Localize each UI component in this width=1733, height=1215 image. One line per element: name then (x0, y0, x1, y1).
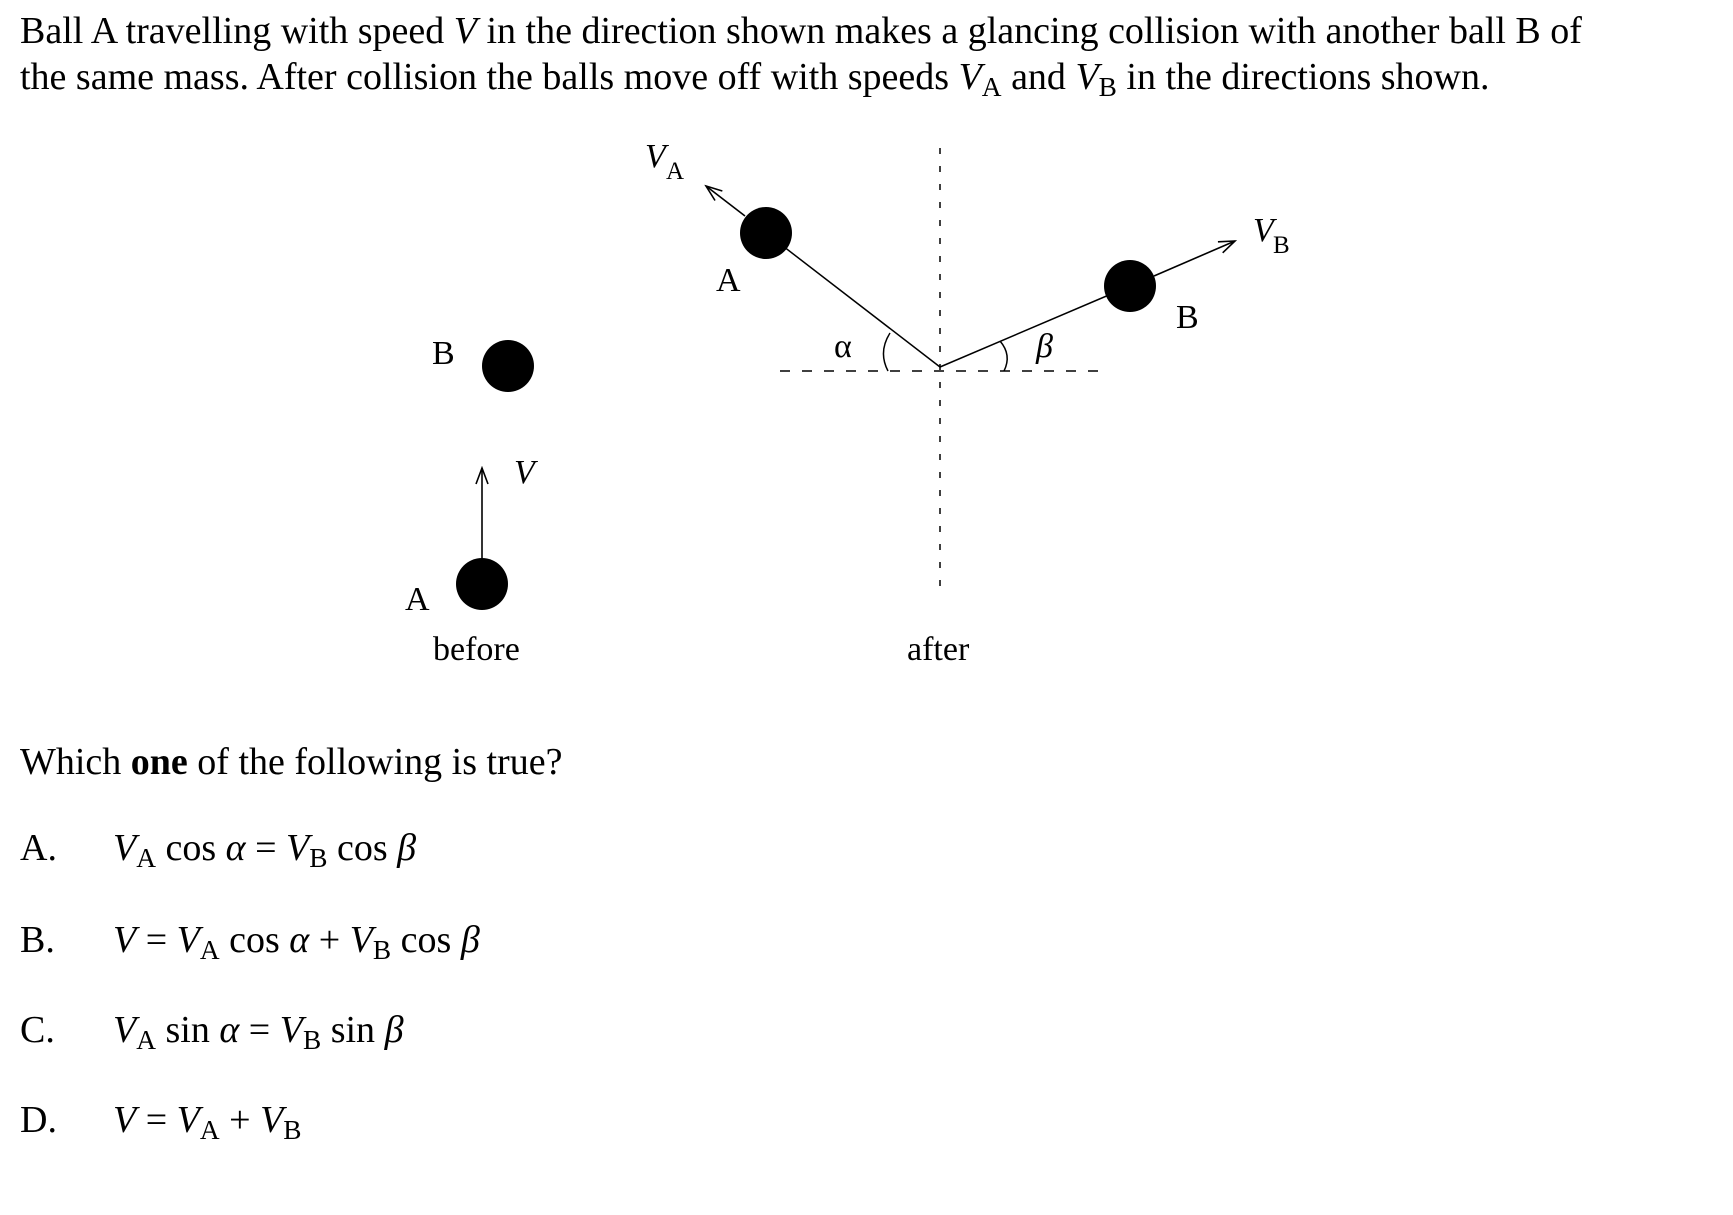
ball-b-label: B (432, 335, 455, 372)
question-prompt (20, 740, 562, 784)
option-letter: C. (20, 1009, 55, 1051)
speed-symbol: V (453, 10, 477, 52)
alpha-arc (883, 333, 890, 371)
after-diagram (645, 138, 1290, 668)
va-subscript: A (666, 158, 685, 185)
after-caption: after (907, 631, 970, 668)
prompt-text: of the following is true? (187, 741, 563, 783)
ball-a-label: A (405, 581, 430, 618)
ball-b-after-label: B (1176, 299, 1199, 336)
speed-symbol: V (1075, 56, 1099, 98)
option-formula: $V_A$ $\cos \alpha = V_B$ cos β (113, 827, 417, 873)
velocity-label: V (514, 454, 535, 491)
stem-text: Ball A travelling with speed (20, 10, 454, 52)
vb-arrow (1154, 241, 1235, 276)
ball-a-path (766, 233, 940, 367)
beta-label: β (1036, 328, 1053, 365)
va-label: V (645, 138, 666, 175)
subscript: B (1098, 72, 1117, 102)
ball-a-after (740, 207, 792, 259)
vb-subscript: B (1273, 232, 1290, 259)
prompt-text: Which (20, 741, 131, 783)
ball-a-before (456, 558, 508, 610)
ball-a-after-label: A (716, 262, 741, 299)
before-diagram (405, 335, 539, 668)
ball-b-before (482, 340, 534, 392)
beta-arc (1000, 341, 1007, 371)
subscript: A (981, 72, 1002, 102)
before-caption: before (433, 631, 520, 668)
option-formula: $V = V_A + V_B$ (113, 1099, 302, 1145)
prompt-emphasis: one (130, 741, 188, 783)
alpha-label: α (834, 328, 852, 365)
ball-b-path (940, 286, 1130, 367)
option-letter: B. (20, 919, 55, 961)
va-arrow (706, 186, 745, 216)
stem-text: the same mass. After collision the balls move off with speeds (20, 56, 959, 98)
stem-text: and (1001, 56, 1076, 98)
option-letter: D. (20, 1099, 57, 1141)
stem-text: in the directions shown. (1116, 56, 1490, 98)
speed-symbol: V (958, 56, 982, 98)
option-letter: A. (20, 827, 57, 869)
stem-text: in the direction shown makes a glancing collision with another ball B of (477, 10, 1582, 52)
ball-b-after (1104, 260, 1156, 312)
option-formula: $V = V_A$ $\cos \alpha + V_B$ cos β (113, 919, 480, 965)
vb-label: V (1253, 212, 1274, 249)
option-formula: $V_A$ $\sin \alpha = V_B$ sin β (113, 1009, 404, 1055)
